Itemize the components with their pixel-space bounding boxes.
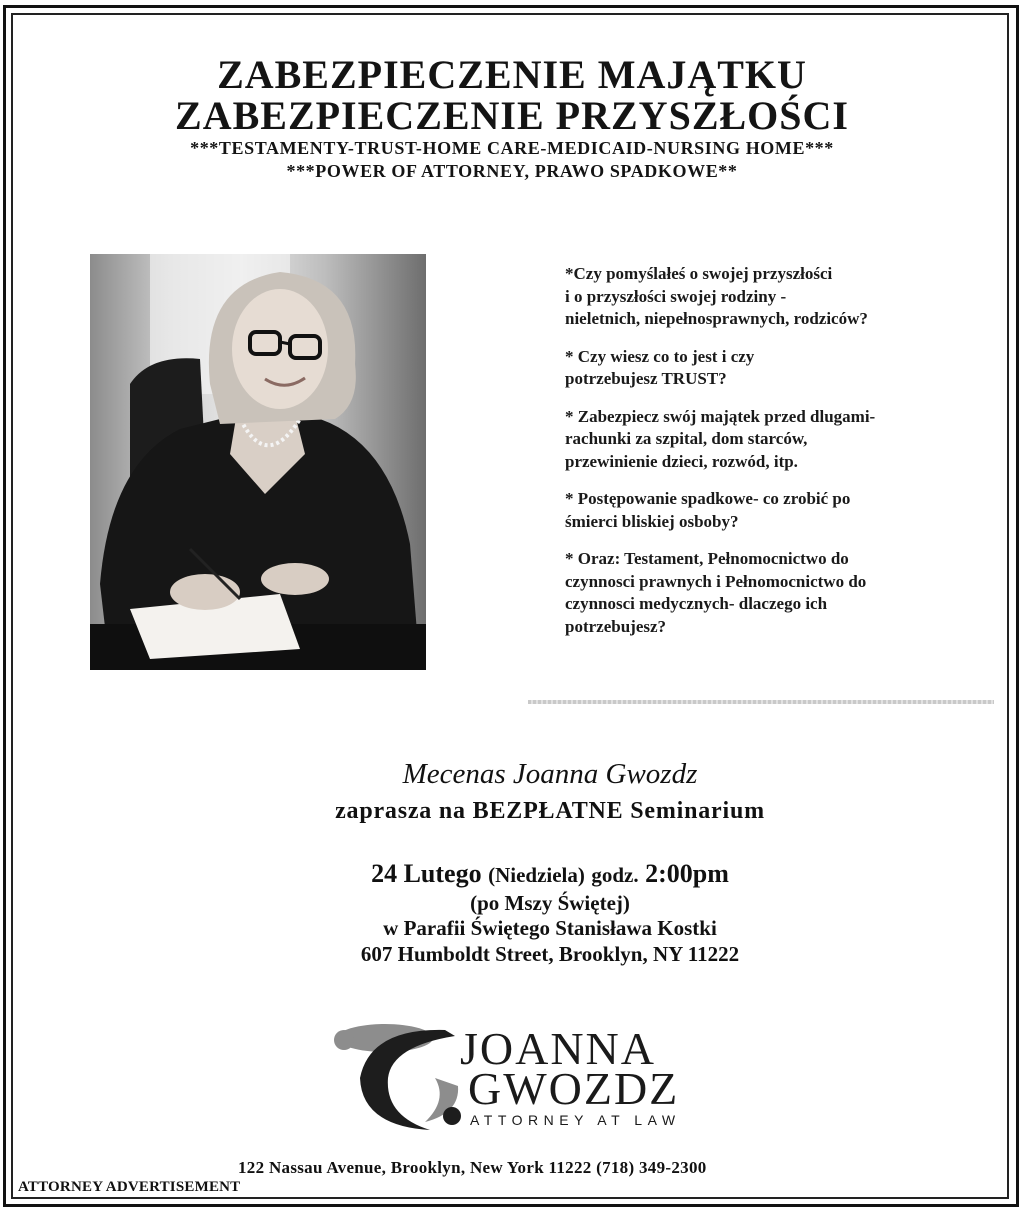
headline-line-2: ZABEZPIECZENIE PRZYSZŁOŚCI (175, 93, 849, 138)
law-firm-logo (330, 1018, 730, 1133)
seminar-invite: zaprasza na BEZPŁATNE Seminarium (335, 798, 765, 824)
logo-last-name: GWOZDZ (468, 1063, 680, 1114)
headline-line-1: ZABEZPIECZENIE MAJĄTKU (217, 52, 807, 97)
question-item: * Zabezpiecz swój majątek przed dlugami- rachunki za szpital, dom starców, przewinienie dzieci, rozwód, itp. (565, 406, 876, 471)
parish-name: w Parafii Świętego Stanisława Kostki (383, 916, 717, 940)
logo-tagline: ATTORNEY AT LAW (470, 1112, 681, 1128)
date-text: 24 Lutego (371, 859, 482, 888)
advertisement-label: ATTORNEY ADVERTISEMENT (18, 1179, 241, 1195)
question-item: *Czy pomyślałeś o swojej przyszłości i o przyszłości swojej rodziny - nieletnich, niepełnosprawnych, rodziców? (565, 264, 868, 328)
question-item: * Oraz: Testament, Pełnomocnictwo do czynnosci prawnych i Pełnomocnictwo do czynnosci medycznych- dlaczego ich potrzebujesz? (565, 549, 867, 636)
time-prefix: godz. (591, 863, 639, 887)
seminar-date (0, 858, 1024, 891)
day-text: (Niedziela) (488, 863, 585, 887)
office-address: 122 Nassau Avenue, Brooklyn, New York 11222 (718) 349-2300 (238, 1158, 707, 1177)
attorney-photo (90, 254, 426, 670)
section-divider (528, 700, 994, 704)
question-item: * Postępowanie spadkowe- co zrobić po śmierci bliskiej osboby? (565, 489, 851, 531)
logo-mark-icon (330, 1018, 470, 1133)
logo-first-name: JOANNA (460, 1023, 656, 1074)
questions-list (565, 263, 985, 653)
services-line-2: ***POWER OF ATTORNEY, PRAWO SPADKOWE** (286, 161, 738, 181)
time-text: 2:00pm (645, 859, 729, 888)
services-line-1: ***TESTAMENTY-TRUST-HOME CARE-MEDICAID-NURSING HOME*** (190, 138, 834, 158)
question-item: * Czy wiesz co to jest i czy potrzebujesz TRUST? (565, 346, 755, 388)
seminar-address: 607 Humboldt Street, Brooklyn, NY 11222 (360, 942, 740, 966)
presenter-name: Mecenas Joanna Gwozdz (402, 758, 698, 790)
after-mass-note: (po Mszy Świętej) (470, 891, 630, 915)
